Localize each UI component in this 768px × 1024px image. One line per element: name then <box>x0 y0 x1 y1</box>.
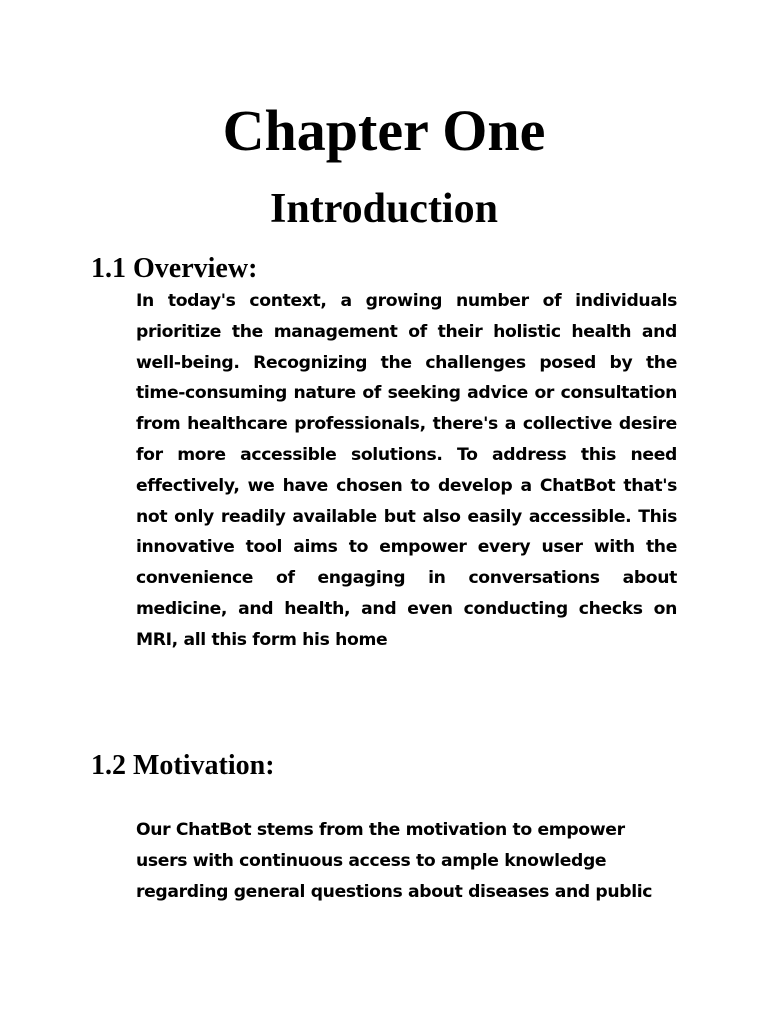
section-heading-overview: 1.1 Overview: <box>91 253 258 284</box>
chapter-title: Chapter One <box>222 98 546 163</box>
section-body-motivation: Our ChatBot stems from the motivation to empower users with continuous access to ample knowledge regarding general questions about diseases and public <box>136 820 653 902</box>
chapter-subtitle: Introduction <box>270 186 498 232</box>
section-heading-motivation: 1.2 Motivation: <box>91 750 275 781</box>
section-body-overview: In today's context, a growing number of individuals prioritize the management of their holistic health and well-being. Recognizing the challenges posed by the time-consuming nature of seeking advice or consultation from healthcare professionals, there's a collective desire for more accessible solutions. To address this need effectively, we have chosen to develop a ChatBot that's not only readily available but also easily accessible. This innovative tool aims to empower every user with the convenience of engaging in conversations about medicine, and health, and even conducting checks on MRI, all this form his home <box>136 291 677 650</box>
